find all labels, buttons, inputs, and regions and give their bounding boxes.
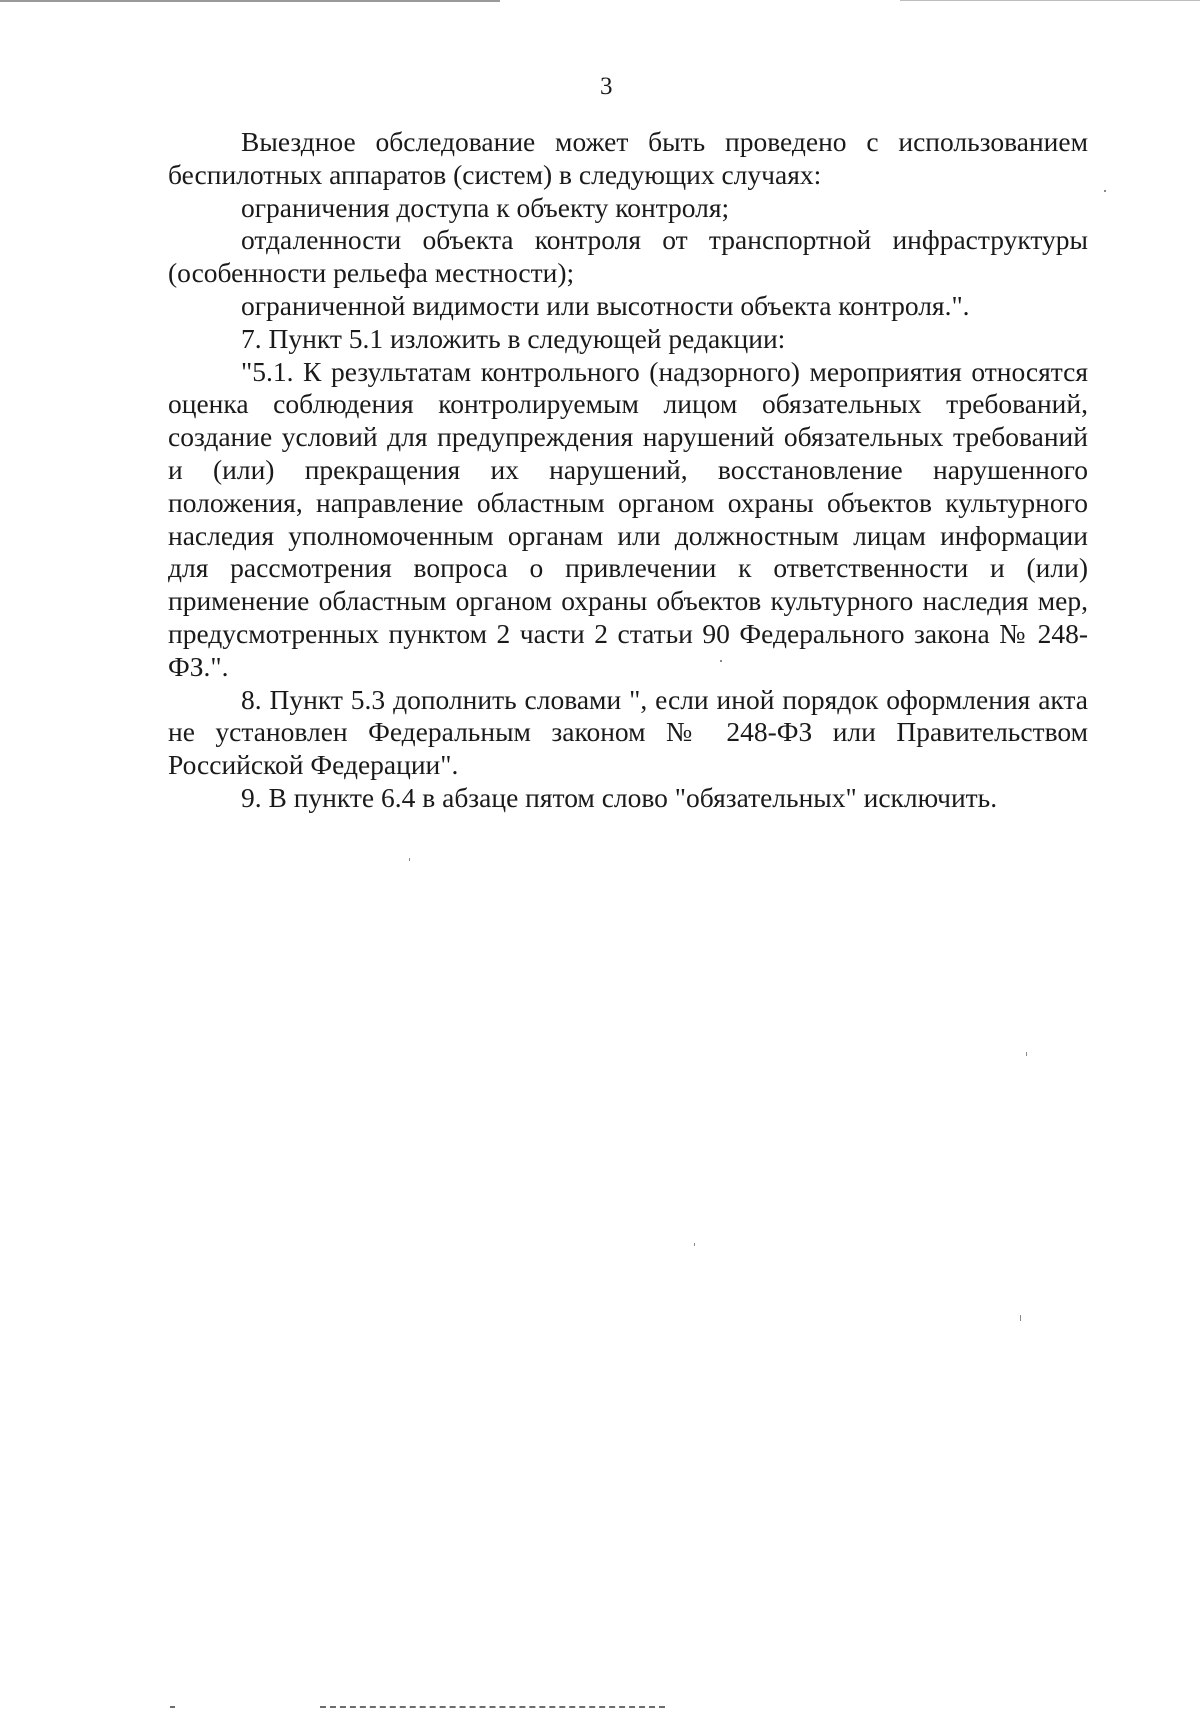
scan-speck (1026, 1052, 1027, 1056)
document-body (168, 126, 1088, 815)
scan-speck (720, 660, 722, 662)
scan-edge-line (900, 0, 1200, 1)
scan-edge-mark (320, 1706, 665, 1708)
scan-speck (694, 1243, 695, 1246)
paragraph: 8. Пункт 5.3 дополнить словами ", если иной порядок оформления акта не установлен Федеральным законом № 248-ФЗ или Правительством Российской Федерации". (168, 683, 1088, 781)
paragraph: ограничения доступа к объекту контроля; (241, 191, 730, 223)
page-number: 3 (600, 73, 613, 100)
paragraph: отдаленности объекта контроля от транспортной инфраструктуры (особенности рельефа местности); (168, 224, 1088, 289)
scan-speck (409, 858, 410, 861)
paragraph: 7. Пункт 5.1 изложить в следующей редакции: (241, 322, 786, 354)
paragraph: 9. В пункте 6.4 в абзаце пятом слово "обязательных" исключить. (241, 781, 998, 813)
scan-edge-line (0, 0, 500, 2)
paragraph: "5.1. К результатам контрольного (надзорного) мероприятия относятся оценка соблюдения контролируемым лицом обязательных требований, создание условий для предупреждения нарушений обязательных требований и (или) прекращения их нарушений, восстановление нарушенного положения, направление областным органом охраны объектов культурного наследия уполномоченным органам или должностным лицам информации для рассмотрения вопроса о привлечении к ответственности и (или) применение областным органом охраны объектов культурного наследия мер, предусмотренных пунктом 2 части 2 статьи 90 Федерального закона № 248-ФЗ.". (168, 355, 1088, 682)
scan-speck (1104, 190, 1106, 192)
paragraph: ограниченной видимости или высотности объекта контроля.". (241, 289, 970, 321)
paragraph: Выездное обследование может быть проведено с использованием беспилотных аппаратов (систем) в следующих случаях: (168, 126, 1088, 190)
scan-edge-mark (170, 1706, 175, 1708)
scan-speck (1020, 1315, 1021, 1321)
